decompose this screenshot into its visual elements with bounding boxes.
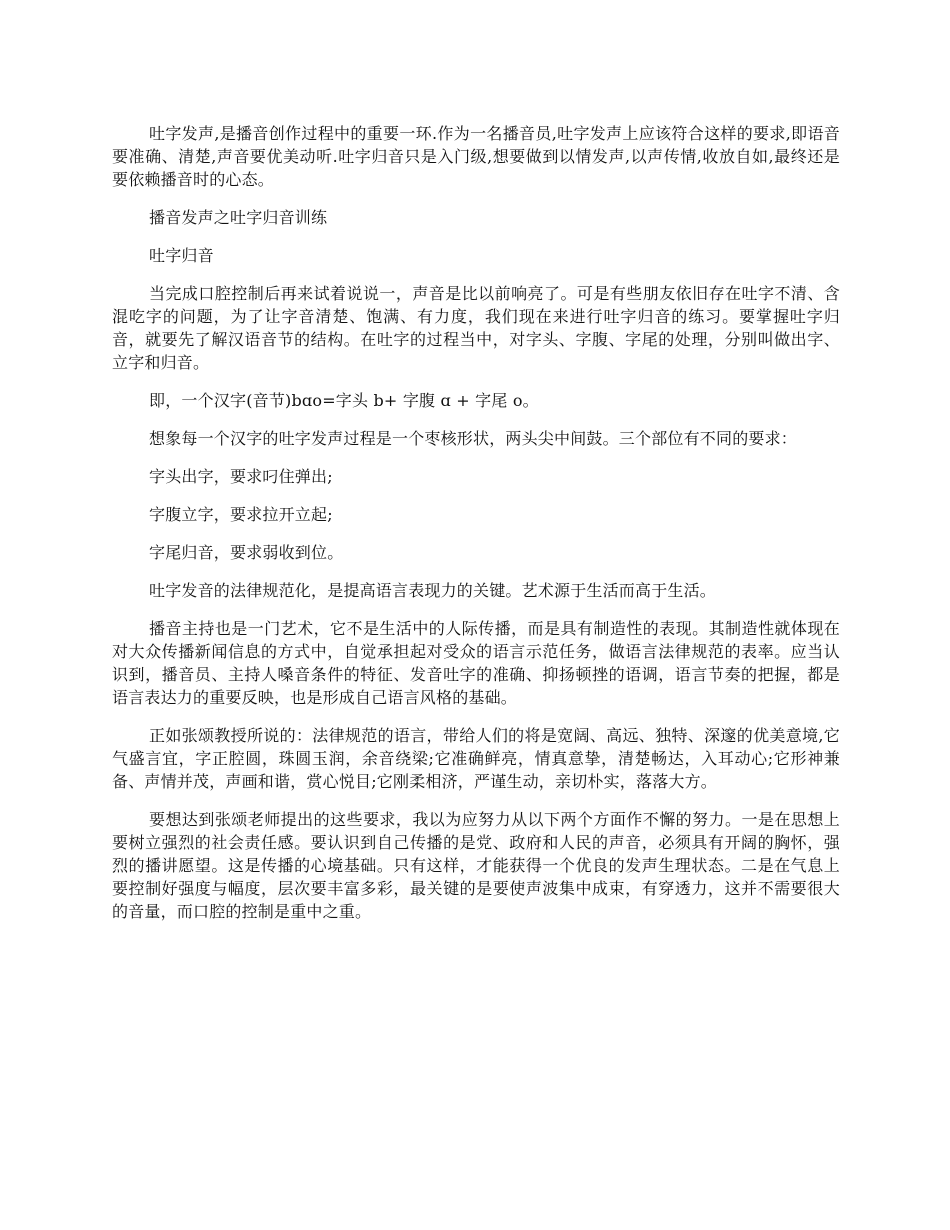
subsection-heading: 吐字归音 bbox=[149, 246, 214, 265]
list-item-head: 字头出字，要求叼住弹出; bbox=[149, 467, 333, 486]
section-heading: 播音发声之吐字归音训练 bbox=[149, 208, 328, 227]
paragraph-jujube-shape: 想象每一个汉字的吐字发声过程是一个枣核形状，两头尖中间鼓。三个部位有不同的要求： bbox=[149, 429, 798, 448]
paragraph-intro: 吐字发声,是播音创作过程中的重要一环.作为一名播音员,吐字发声上应该符合这样的要求,即语音要准确、清楚,声音要优美动听.吐字归音只是入门级,想要做到以情发声,以声传情,收放自如,最终还是要依赖播音时的心态。 bbox=[112, 124, 840, 189]
paragraph-standardization: 吐字发音的法律规范化，是提高语言表现力的关键。艺术源于生活而高于生活。 bbox=[149, 581, 717, 600]
paragraph-requirements: 要想达到张颂老师提出的这些要求，我以为应努力从以下两个方面作不懈的努力。一是在思想上要树立强烈的社会责任感。要认识到自己传播的是党、政府和人民的声音，必须具有开阔的胸怀，强烈的播讲愿望。这是传播的心境基础。只有这样，才能获得一个优良的发声生理状态。二是在气息上要控制好强度与幅度，层次要丰富多彩，最关键的是要使声波集中成束，有穿透力，这并不需要很大的音量，而口腔的控制是重中之重。 bbox=[112, 810, 840, 921]
paragraph-quote: 正如张颂教授所说的：法律规范的语言，带给人们的将是宽阔、高远、独特、深邃的优美意境,它气盛言宜，字正腔圆，珠圆玉润，余音绕梁;它准确鲜亮，情真意挚，清楚畅达，入耳动心;它形神兼备、声情并茂，声画和谐，赏心悦目;它刚柔相济，严谨生动，亲切朴实，落落大方。 bbox=[112, 726, 840, 791]
list-item-tail: 字尾归音，要求弱收到位。 bbox=[149, 543, 344, 562]
paragraph-oral-control: 当完成口腔控制后再来试着说说一，声音是比以前响亮了。可是有些朋友依旧存在吐字不清、含混吃字的问题，为了让字音清楚、饱满、有力度，我们现在来进行吐字归音的练习。要掌握吐字归音，就要先了解汉语音节的结构。在吐字的过程当中，对字头、字腹、字尾的处理，分别叫做出字、立字和归音。 bbox=[112, 284, 840, 372]
paragraph-syllable-formula: 即，一个汉字(音节)bɑo=字头 b+ 字腹 ɑ + 字尾 o。 bbox=[149, 391, 539, 410]
paragraph-broadcasting-art: 播音主持也是一门艺术，它不是生活中的人际传播，而是具有制造性的表现。其制造性就体现在对大众传播新闻信息的方式中，自觉承担起对受众的语言示范任务，做语言法律规范的表率。应当认识到，播音员、主持人嗓音条件的特征、发音吐字的准确、抑扬顿挫的语调，语言节奏的把握，都是语言表达力的重要反映，也是形成自己语言风格的基础。 bbox=[112, 619, 840, 707]
document-body bbox=[112, 122, 840, 938]
list-item-belly: 字腹立字，要求拉开立起; bbox=[149, 505, 333, 524]
